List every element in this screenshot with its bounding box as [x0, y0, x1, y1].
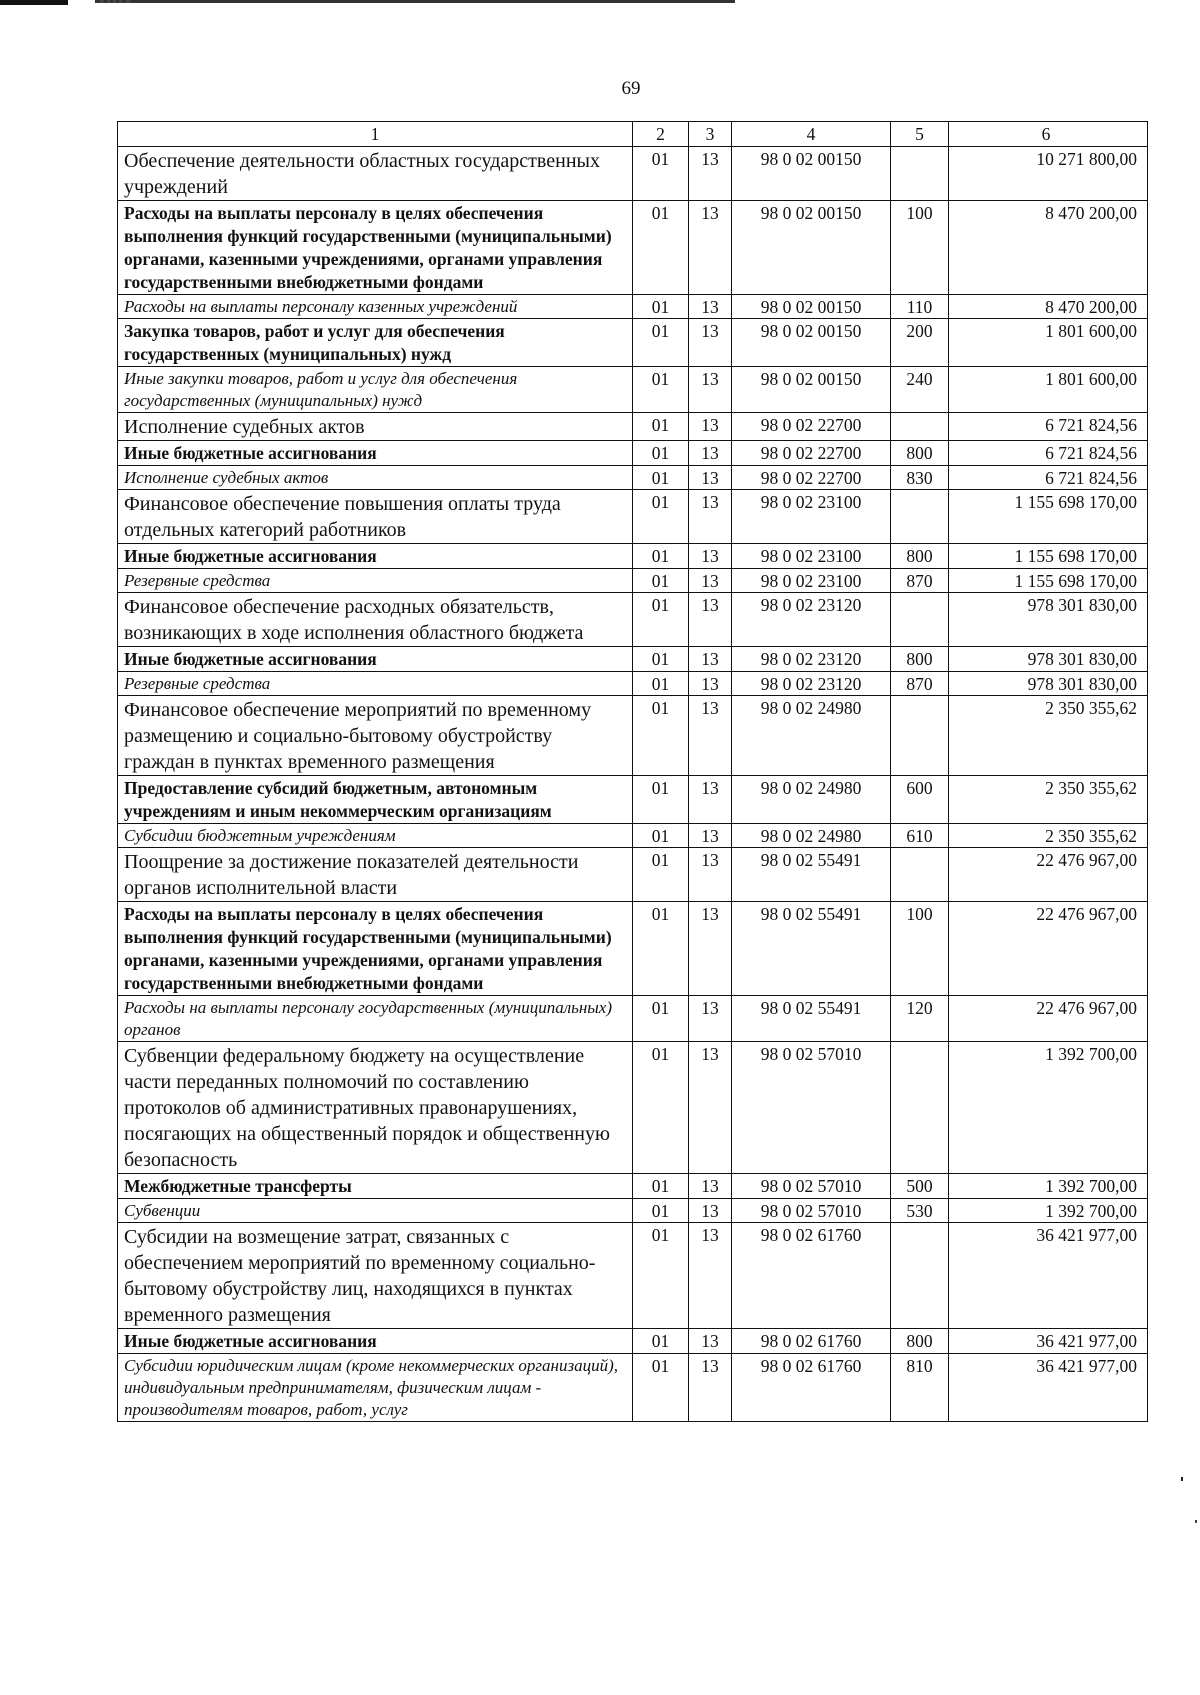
subsection-code-cell: 13: [689, 672, 732, 696]
expense-type-cell: 830: [891, 466, 949, 490]
section-code-cell: 01: [633, 201, 689, 295]
section-code-cell: 01: [633, 848, 689, 902]
subsection-code-cell: 13: [689, 201, 732, 295]
amount-cell: 978 301 830,00: [949, 593, 1148, 647]
row-name-cell: Финансовое обеспечение расходных обязательств, возникающих в ходе исполнения областного бюджета: [118, 593, 633, 647]
expense-type-cell: [891, 147, 949, 201]
subsection-code-cell: 13: [689, 1354, 732, 1422]
subsection-code-cell: 13: [689, 319, 732, 367]
target-article-cell: 98 0 02 61760: [732, 1354, 891, 1422]
amount-cell: 1 155 698 170,00: [949, 569, 1148, 593]
subsection-code-cell: 13: [689, 696, 732, 776]
amount-cell: 36 421 977,00: [949, 1329, 1148, 1354]
table-row: [118, 1199, 1148, 1223]
target-article-cell: 98 0 02 00150: [732, 367, 891, 413]
section-code-cell: 01: [633, 593, 689, 647]
amount-cell: 10 271 800,00: [949, 147, 1148, 201]
section-code-cell: 01: [633, 1042, 689, 1174]
expense-type-cell: 870: [891, 569, 949, 593]
row-name-cell: Расходы на выплаты персоналу в целях обеспечения выполнения функций государственными (муниципальными) органами, казенными учреждениями, органами управления государственными внебюджетными фондами: [118, 201, 633, 295]
table-row: [118, 201, 1148, 295]
row-name-cell: Поощрение за достижение показателей деятельности органов исполнительной власти: [118, 848, 633, 902]
target-article-cell: 98 0 02 00150: [732, 147, 891, 201]
row-name-cell: Субвенции: [118, 1199, 633, 1223]
section-code-cell: 01: [633, 441, 689, 466]
column-number: 3: [689, 122, 732, 147]
table-row: [118, 672, 1148, 696]
amount-cell: 6 721 824,56: [949, 441, 1148, 466]
target-article-cell: 98 0 02 23120: [732, 672, 891, 696]
row-name-cell: Предоставление субсидий бюджетным, автономным учреждениям и иным некоммерческим организациям: [118, 776, 633, 824]
section-code-cell: 01: [633, 824, 689, 848]
target-article-cell: 98 0 02 23100: [732, 544, 891, 569]
expense-type-cell: [891, 490, 949, 544]
expense-type-cell: 800: [891, 1329, 949, 1354]
target-article-cell: 98 0 02 23100: [732, 490, 891, 544]
table-row: [118, 367, 1148, 413]
row-name-cell: Иные бюджетные ассигнования: [118, 1329, 633, 1354]
row-name-cell: Расходы на выплаты персоналу государственных (муниципальных) органов: [118, 996, 633, 1042]
target-article-cell: 98 0 02 22700: [732, 441, 891, 466]
section-code-cell: 01: [633, 295, 689, 319]
target-article-cell: 98 0 02 22700: [732, 466, 891, 490]
amount-cell: 1 155 698 170,00: [949, 544, 1148, 569]
expense-type-cell: 200: [891, 319, 949, 367]
row-name-cell: Субвенции федеральному бюджету на осуществление части переданных полномочий по составлению протоколов об административных правонарушениях, посягающих на общественный порядок и общественную безопасность: [118, 1042, 633, 1174]
amount-cell: 978 301 830,00: [949, 672, 1148, 696]
section-code-cell: 01: [633, 466, 689, 490]
amount-cell: 36 421 977,00: [949, 1354, 1148, 1422]
table-row: [118, 848, 1148, 902]
scan-artifact-mark: [0, 0, 68, 5]
target-article-cell: 98 0 02 55491: [732, 996, 891, 1042]
expense-type-cell: 600: [891, 776, 949, 824]
amount-cell: 22 476 967,00: [949, 848, 1148, 902]
row-name-cell: Иные бюджетные ассигнования: [118, 544, 633, 569]
table-row: [118, 466, 1148, 490]
target-article-cell: 98 0 02 61760: [732, 1223, 891, 1329]
table-row: [118, 696, 1148, 776]
subsection-code-cell: 13: [689, 776, 732, 824]
row-name-cell: Расходы на выплаты персоналу казенных учреждений: [118, 295, 633, 319]
subsection-code-cell: 13: [689, 647, 732, 672]
subsection-code-cell: 13: [689, 593, 732, 647]
amount-cell: 1 392 700,00: [949, 1042, 1148, 1174]
target-article-cell: 98 0 02 24980: [732, 776, 891, 824]
row-name-cell: Закупка товаров, работ и услуг для обеспечения государственных (муниципальных) нужд: [118, 319, 633, 367]
target-article-cell: 98 0 02 61760: [732, 1329, 891, 1354]
section-code-cell: 01: [633, 1223, 689, 1329]
amount-cell: 1 155 698 170,00: [949, 490, 1148, 544]
budget-table: [117, 121, 1148, 1422]
expense-type-cell: 100: [891, 201, 949, 295]
scan-speck: [1195, 1520, 1197, 1523]
subsection-code-cell: 13: [689, 147, 732, 201]
row-name-cell: Расходы на выплаты персоналу в целях обеспечения выполнения функций государственными (муниципальными) органами, казенными учреждениями, органами управления государственными внебюджетными фондами: [118, 902, 633, 996]
section-code-cell: 01: [633, 544, 689, 569]
amount-cell: 2 350 355,62: [949, 776, 1148, 824]
expense-type-cell: [891, 413, 949, 441]
row-name-cell: Иные бюджетные ассигнования: [118, 441, 633, 466]
subsection-code-cell: 13: [689, 544, 732, 569]
expense-type-cell: [891, 848, 949, 902]
amount-cell: 1 392 700,00: [949, 1174, 1148, 1199]
expense-type-cell: [891, 1223, 949, 1329]
table-row: [118, 593, 1148, 647]
subsection-code-cell: 13: [689, 996, 732, 1042]
amount-cell: 8 470 200,00: [949, 295, 1148, 319]
row-name-cell: Межбюджетные трансферты: [118, 1174, 633, 1199]
table-row: [118, 147, 1148, 201]
subsection-code-cell: 13: [689, 441, 732, 466]
subsection-code-cell: 13: [689, 848, 732, 902]
section-code-cell: 01: [633, 996, 689, 1042]
amount-cell: 8 470 200,00: [949, 201, 1148, 295]
target-article-cell: 98 0 02 00150: [732, 201, 891, 295]
amount-cell: 1 392 700,00: [949, 1199, 1148, 1223]
table-row: [118, 996, 1148, 1042]
target-article-cell: 98 0 02 57010: [732, 1174, 891, 1199]
section-code-cell: 01: [633, 1329, 689, 1354]
subsection-code-cell: 13: [689, 466, 732, 490]
table-row: [118, 1223, 1148, 1329]
table-row: [118, 1329, 1148, 1354]
column-number: 6: [949, 122, 1148, 147]
target-article-cell: 98 0 02 24980: [732, 824, 891, 848]
row-name-cell: Резервные средства: [118, 672, 633, 696]
target-article-cell: 98 0 02 55491: [732, 902, 891, 996]
row-name-cell: Исполнение судебных актов: [118, 466, 633, 490]
table-row: [118, 1354, 1148, 1422]
table-row: [118, 441, 1148, 466]
section-code-cell: 01: [633, 776, 689, 824]
expense-type-cell: 110: [891, 295, 949, 319]
subsection-code-cell: 13: [689, 569, 732, 593]
target-article-cell: 98 0 02 23120: [732, 593, 891, 647]
table-row: [118, 490, 1148, 544]
subsection-code-cell: 13: [689, 367, 732, 413]
expense-type-cell: 240: [891, 367, 949, 413]
expense-type-cell: [891, 696, 949, 776]
section-code-cell: 01: [633, 1354, 689, 1422]
expense-type-cell: 100: [891, 902, 949, 996]
subsection-code-cell: 13: [689, 490, 732, 544]
page-number: 69: [621, 78, 641, 99]
section-code-cell: 01: [633, 647, 689, 672]
row-name-cell: Резервные средства: [118, 569, 633, 593]
amount-cell: 1 801 600,00: [949, 319, 1148, 367]
budget-table-body: [118, 122, 1148, 1422]
section-code-cell: 01: [633, 367, 689, 413]
table-row: [118, 1174, 1148, 1199]
target-article-cell: 98 0 02 57010: [732, 1042, 891, 1174]
subsection-code-cell: 13: [689, 1223, 732, 1329]
table-row: [118, 319, 1148, 367]
scan-artifact-line: [95, 0, 735, 3]
amount-cell: 6 721 824,56: [949, 413, 1148, 441]
amount-cell: 1 801 600,00: [949, 367, 1148, 413]
section-code-cell: 01: [633, 413, 689, 441]
column-number: 2: [633, 122, 689, 147]
subsection-code-cell: 13: [689, 1329, 732, 1354]
section-code-cell: 01: [633, 696, 689, 776]
scan-speck: [1181, 1477, 1183, 1481]
table-row: [118, 902, 1148, 996]
table-row: [118, 295, 1148, 319]
expense-type-cell: 800: [891, 544, 949, 569]
expense-type-cell: 120: [891, 996, 949, 1042]
section-code-cell: 01: [633, 902, 689, 996]
subsection-code-cell: 13: [689, 413, 732, 441]
row-name-cell: Финансовое обеспечение повышения оплаты труда отдельных категорий работников: [118, 490, 633, 544]
target-article-cell: 98 0 02 57010: [732, 1199, 891, 1223]
expense-type-cell: 800: [891, 647, 949, 672]
row-name-cell: Иные закупки товаров, работ и услуг для обеспечения государственных (муниципальных) нужд: [118, 367, 633, 413]
expense-type-cell: 500: [891, 1174, 949, 1199]
table-row: [118, 824, 1148, 848]
row-name-cell: Субсидии бюджетным учреждениям: [118, 824, 633, 848]
target-article-cell: 98 0 02 23120: [732, 647, 891, 672]
subsection-code-cell: 13: [689, 1199, 732, 1223]
table-row: [118, 544, 1148, 569]
expense-type-cell: 810: [891, 1354, 949, 1422]
target-article-cell: 98 0 02 00150: [732, 319, 891, 367]
column-number: 5: [891, 122, 949, 147]
scan-artifact-dots: [100, 0, 130, 9]
column-number: 1: [118, 122, 633, 147]
expense-type-cell: 610: [891, 824, 949, 848]
section-code-cell: 01: [633, 1199, 689, 1223]
section-code-cell: 01: [633, 1174, 689, 1199]
table-row: [118, 776, 1148, 824]
expense-type-cell: 800: [891, 441, 949, 466]
row-name-cell: Субсидии на возмещение затрат, связанных с обеспечением мероприятий по временному социально-бытовому обустройству лиц, находящихся в пунктах временного размещения: [118, 1223, 633, 1329]
subsection-code-cell: 13: [689, 824, 732, 848]
amount-cell: 22 476 967,00: [949, 902, 1148, 996]
amount-cell: 978 301 830,00: [949, 647, 1148, 672]
amount-cell: 36 421 977,00: [949, 1223, 1148, 1329]
section-code-cell: 01: [633, 672, 689, 696]
target-article-cell: 98 0 02 23100: [732, 569, 891, 593]
row-name-cell: Обеспечение деятельности областных государственных учреждений: [118, 147, 633, 201]
target-article-cell: 98 0 02 00150: [732, 295, 891, 319]
column-numbers-row: [118, 122, 1148, 147]
row-name-cell: Исполнение судебных актов: [118, 413, 633, 441]
expense-type-cell: 530: [891, 1199, 949, 1223]
column-number: 4: [732, 122, 891, 147]
section-code-cell: 01: [633, 490, 689, 544]
target-article-cell: 98 0 02 55491: [732, 848, 891, 902]
amount-cell: 2 350 355,62: [949, 824, 1148, 848]
subsection-code-cell: 13: [689, 1174, 732, 1199]
section-code-cell: 01: [633, 147, 689, 201]
expense-type-cell: [891, 593, 949, 647]
target-article-cell: 98 0 02 24980: [732, 696, 891, 776]
row-name-cell: Иные бюджетные ассигнования: [118, 647, 633, 672]
subsection-code-cell: 13: [689, 295, 732, 319]
amount-cell: 22 476 967,00: [949, 996, 1148, 1042]
row-name-cell: Субсидии юридическим лицам (кроме некоммерческих организаций), индивидуальным предпринимателям, физическим лицам - производителям товаров, работ, услуг: [118, 1354, 633, 1422]
subsection-code-cell: 13: [689, 1042, 732, 1174]
subsection-code-cell: 13: [689, 902, 732, 996]
section-code-cell: 01: [633, 569, 689, 593]
table-row: [118, 1042, 1148, 1174]
expense-type-cell: [891, 1042, 949, 1174]
expense-type-cell: 870: [891, 672, 949, 696]
row-name-cell: Финансовое обеспечение мероприятий по временному размещению и социально-бытовому обустройству граждан в пунктах временного размещения: [118, 696, 633, 776]
table-row: [118, 413, 1148, 441]
table-row: [118, 569, 1148, 593]
section-code-cell: 01: [633, 319, 689, 367]
amount-cell: 2 350 355,62: [949, 696, 1148, 776]
table-row: [118, 647, 1148, 672]
amount-cell: 6 721 824,56: [949, 466, 1148, 490]
target-article-cell: 98 0 02 22700: [732, 413, 891, 441]
